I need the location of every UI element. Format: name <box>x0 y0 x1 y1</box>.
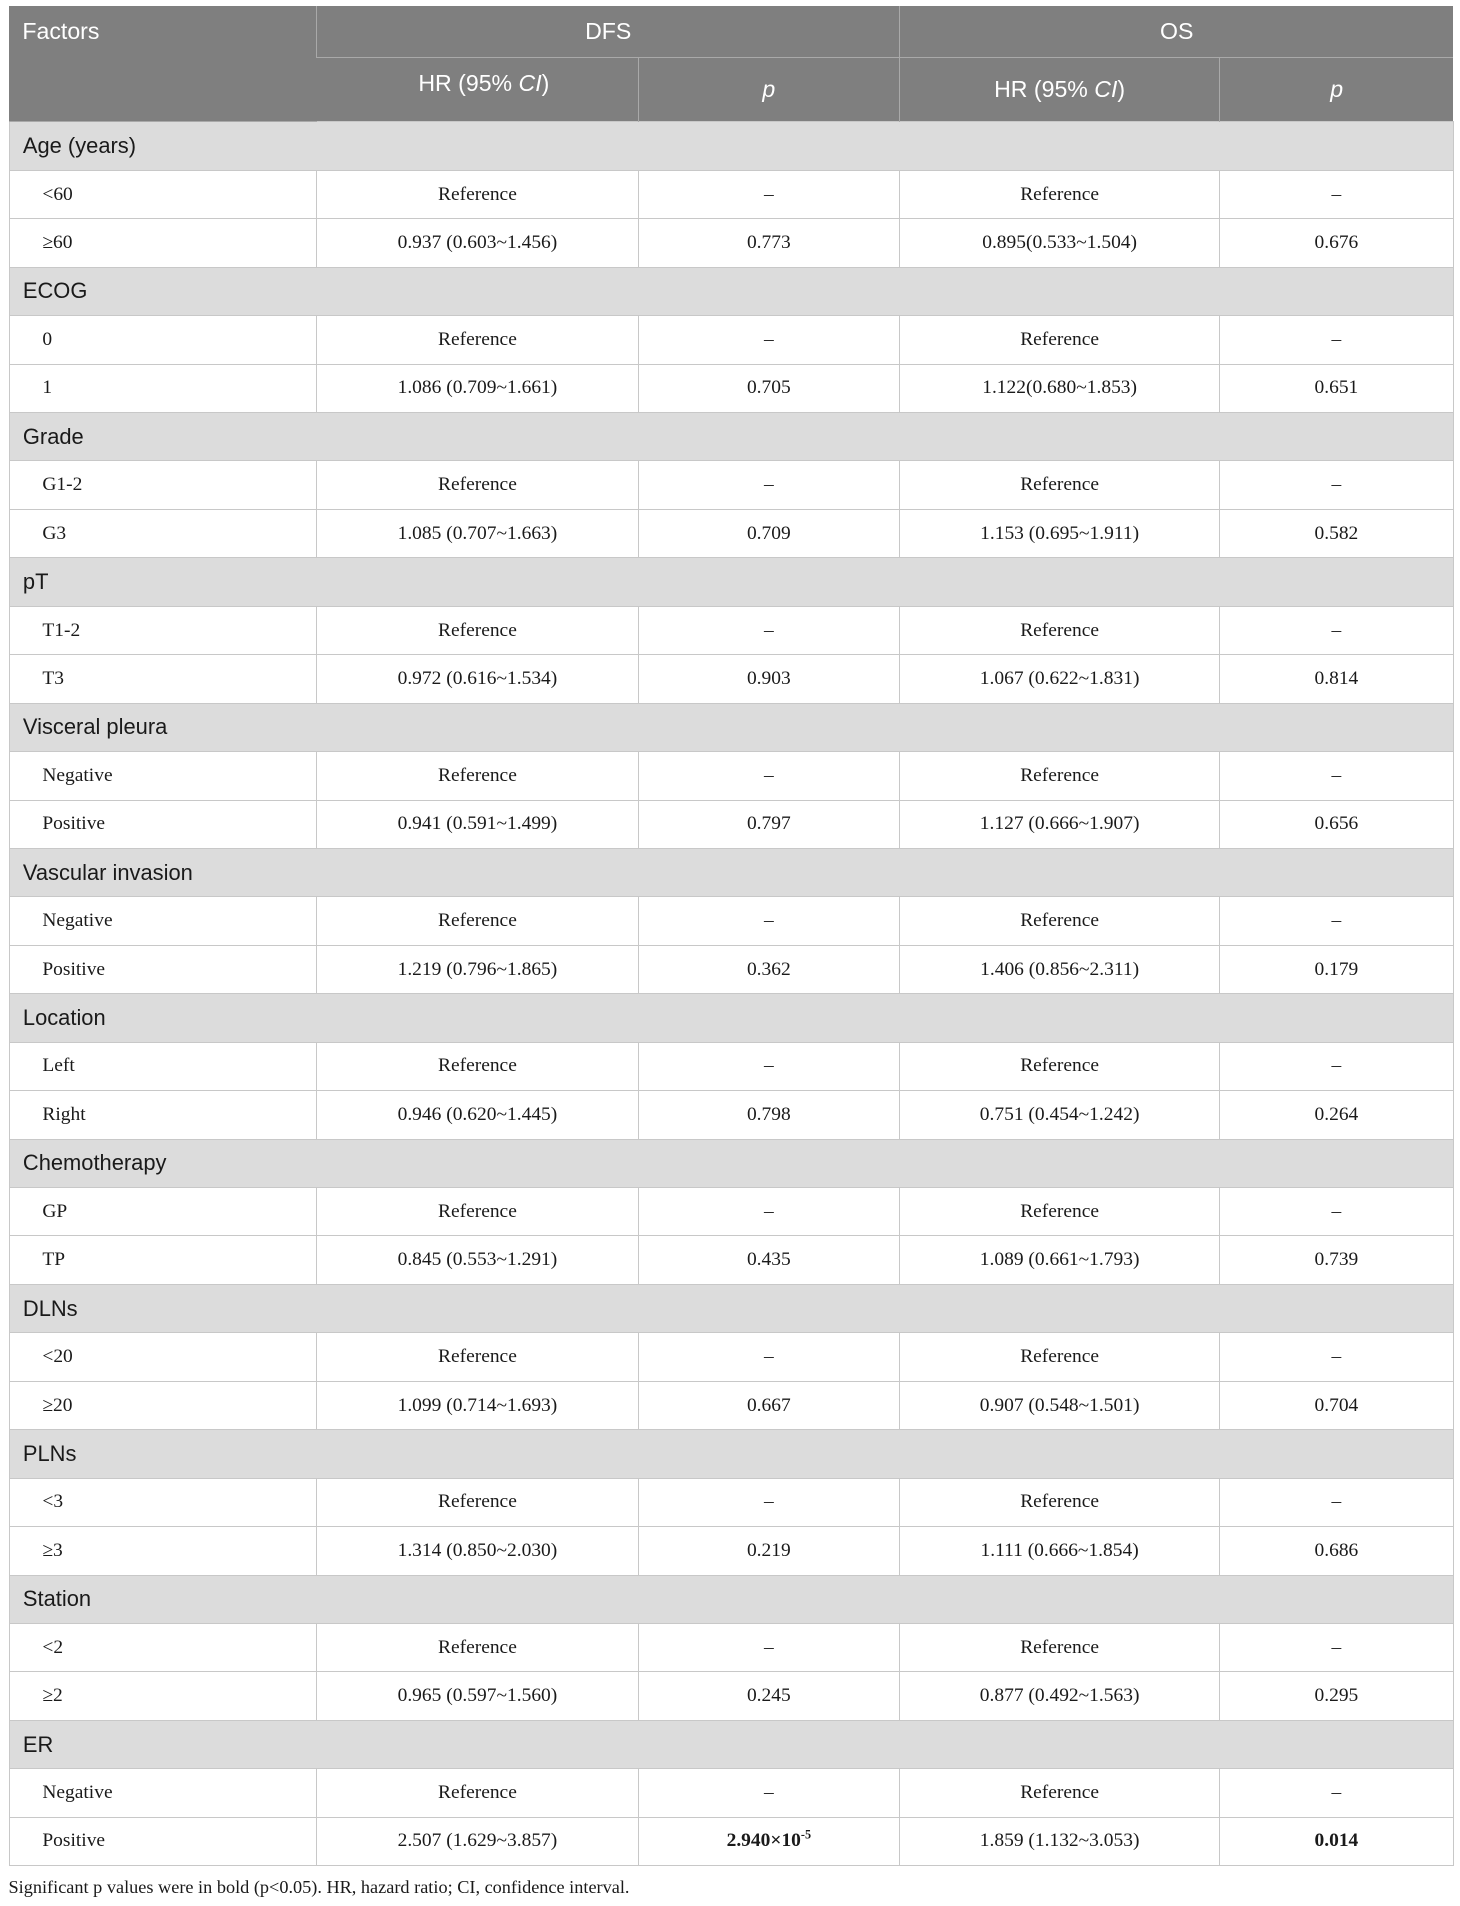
row-label: ≥2 <box>9 1672 317 1720</box>
dfs-hr-cell: Reference <box>317 752 638 800</box>
dfs-p-cell: – <box>638 752 900 800</box>
row-label: G3 <box>9 509 317 557</box>
dfs-hr-cell: Reference <box>317 606 638 654</box>
table-row <box>9 1623 1453 1671</box>
dfs-hr-cell: 0.941 (0.591~1.499) <box>317 800 638 848</box>
row-label: ≥20 <box>9 1381 317 1429</box>
ci-italic: CI <box>518 70 542 97</box>
table-row <box>9 800 1453 848</box>
dfs-p-cell: – <box>638 461 900 509</box>
row-label: 1 <box>9 364 317 412</box>
table-row <box>9 945 1453 993</box>
table-row <box>9 509 1453 557</box>
table-row <box>9 1236 1453 1284</box>
dfs-hr-cell: 0.965 (0.597~1.560) <box>317 1672 638 1720</box>
dfs-p-cell: – <box>638 1188 900 1236</box>
table-row <box>9 752 1453 800</box>
os-hr-cell: 1.111 (0.666~1.854) <box>900 1527 1220 1575</box>
dfs-hr-cell: 1.314 (0.850~2.030) <box>317 1527 638 1575</box>
table-row <box>9 897 1453 945</box>
dfs-p-cell: – <box>638 1769 900 1817</box>
dfs-p-cell: – <box>638 897 900 945</box>
os-p-cell: 0.686 <box>1220 1527 1454 1575</box>
table-row <box>9 461 1453 509</box>
dfs-p-cell: 0.773 <box>638 219 900 267</box>
os-p-cell: – <box>1220 1333 1454 1381</box>
os-p-cell: 0.295 <box>1220 1672 1454 1720</box>
ci-italic: CI <box>1094 76 1118 103</box>
os-hr-cell: Reference <box>900 1769 1220 1817</box>
hr-suffix: ) <box>1117 76 1126 103</box>
dfs-hr-cell: 1.219 (0.796~1.865) <box>317 945 638 993</box>
group-row <box>9 1430 1453 1478</box>
os-p-cell: 0.704 <box>1220 1381 1454 1429</box>
group-row <box>9 267 1453 315</box>
os-hr-cell: 1.406 (0.856~2.311) <box>900 945 1220 993</box>
table-row <box>9 1769 1453 1817</box>
os-hr-cell: 1.067 (0.622~1.831) <box>900 655 1220 703</box>
row-label: <60 <box>9 170 317 218</box>
dfs-p-cell: 0.362 <box>638 945 900 993</box>
dfs-hr-cell: Reference <box>317 897 638 945</box>
table-row <box>9 1091 1453 1139</box>
os-p-cell: – <box>1220 897 1454 945</box>
table-body <box>9 122 1453 1866</box>
dfs-p-cell: – <box>638 1333 900 1381</box>
row-label: <2 <box>9 1623 317 1671</box>
header-os-hr <box>900 58 1220 122</box>
row-label: G1-2 <box>9 461 317 509</box>
header-dfs-hr <box>317 58 638 122</box>
os-hr-cell: 0.895(0.533~1.504) <box>900 219 1220 267</box>
table-row <box>9 364 1453 412</box>
table-row <box>9 1042 1453 1090</box>
row-label: Negative <box>9 897 317 945</box>
header-os-p <box>1220 58 1454 122</box>
row-label: 0 <box>9 316 317 364</box>
os-hr-cell: Reference <box>900 316 1220 364</box>
group-row <box>9 413 1453 461</box>
dfs-hr-cell: 2.507 (1.629~3.857) <box>317 1817 638 1865</box>
dfs-hr-cell: 0.946 (0.620~1.445) <box>317 1091 638 1139</box>
os-p-cell: – <box>1220 1042 1454 1090</box>
dfs-hr-cell: 1.099 (0.714~1.693) <box>317 1381 638 1429</box>
dfs-hr-cell: Reference <box>317 170 638 218</box>
table-row <box>9 1188 1453 1236</box>
dfs-hr-cell: Reference <box>317 316 638 364</box>
table-row <box>9 655 1453 703</box>
os-p-cell: 0.676 <box>1220 219 1454 267</box>
row-label: <20 <box>9 1333 317 1381</box>
group-title: Vascular invasion <box>9 848 1453 896</box>
row-label: Positive <box>9 800 317 848</box>
row-label: <3 <box>9 1478 317 1526</box>
dfs-p-cell: – <box>638 1623 900 1671</box>
dfs-p-cell: – <box>638 606 900 654</box>
table-row <box>9 1527 1453 1575</box>
os-p-cell: – <box>1220 606 1454 654</box>
row-label: T3 <box>9 655 317 703</box>
os-hr-cell: 1.127 (0.666~1.907) <box>900 800 1220 848</box>
dfs-hr-cell: 0.937 (0.603~1.456) <box>317 219 638 267</box>
group-row <box>9 848 1453 896</box>
hr-prefix: HR (95% <box>418 70 519 97</box>
table-row <box>9 606 1453 654</box>
os-hr-cell: 0.751 (0.454~1.242) <box>900 1091 1220 1139</box>
dfs-p-cell: 0.798 <box>638 1091 900 1139</box>
os-p-cell: – <box>1220 1478 1454 1526</box>
row-label: ≥60 <box>9 219 317 267</box>
os-hr-cell: 1.122(0.680~1.853) <box>900 364 1220 412</box>
dfs-hr-cell: Reference <box>317 1042 638 1090</box>
os-p-cell: 0.582 <box>1220 509 1454 557</box>
row-label: Positive <box>9 1817 317 1865</box>
os-p-cell: 0.656 <box>1220 800 1454 848</box>
os-p-cell: – <box>1220 752 1454 800</box>
group-row <box>9 703 1453 751</box>
dfs-p-cell: 0.245 <box>638 1672 900 1720</box>
dfs-hr-cell: 0.845 (0.553~1.291) <box>317 1236 638 1284</box>
group-row <box>9 1720 1453 1768</box>
table-row <box>9 1672 1453 1720</box>
row-label: Right <box>9 1091 317 1139</box>
dfs-hr-cell: 0.972 (0.616~1.534) <box>317 655 638 703</box>
p-value-base: 2.940×10 <box>726 1830 801 1852</box>
table-row <box>9 1478 1453 1526</box>
group-row <box>9 1284 1453 1332</box>
header-os: OS <box>900 6 1454 58</box>
dfs-hr-cell: Reference <box>317 1333 638 1381</box>
header-factors: Factors <box>9 6 317 122</box>
hr-suffix: ) <box>541 70 550 97</box>
os-hr-cell: 1.153 (0.695~1.911) <box>900 509 1220 557</box>
os-hr-cell: Reference <box>900 752 1220 800</box>
table-row <box>9 316 1453 364</box>
group-row <box>9 558 1453 606</box>
os-hr-cell: 0.907 (0.548~1.501) <box>900 1381 1220 1429</box>
os-hr-cell: Reference <box>900 170 1220 218</box>
os-hr-cell: Reference <box>900 1188 1220 1236</box>
group-row <box>9 122 1453 170</box>
dfs-p-cell: 0.709 <box>638 509 900 557</box>
dfs-p-cell: – <box>638 170 900 218</box>
table-row <box>9 219 1453 267</box>
dfs-p-cell: 0.219 <box>638 1527 900 1575</box>
os-p-cell: 0.179 <box>1220 945 1454 993</box>
os-hr-cell: 1.089 (0.661~1.793) <box>900 1236 1220 1284</box>
os-hr-cell: 1.859 (1.132~3.053) <box>900 1817 1220 1865</box>
row-label: ≥3 <box>9 1527 317 1575</box>
table-header <box>9 6 1453 122</box>
group-title: ECOG <box>9 267 1453 315</box>
row-label: Positive <box>9 945 317 993</box>
row-label: TP <box>9 1236 317 1284</box>
table-row <box>9 1817 1453 1865</box>
os-hr-cell: Reference <box>900 606 1220 654</box>
group-title: DLNs <box>9 1284 1453 1332</box>
dfs-p-cell: 0.435 <box>638 1236 900 1284</box>
os-p-cell: – <box>1220 1188 1454 1236</box>
p-italic: p <box>762 76 776 103</box>
row-label: T1-2 <box>9 606 317 654</box>
group-title: Age (years) <box>9 122 1453 170</box>
group-row <box>9 1139 1453 1187</box>
dfs-p-cell: 0.797 <box>638 800 900 848</box>
dfs-hr-cell: Reference <box>317 1769 638 1817</box>
dfs-hr-cell: Reference <box>317 1188 638 1236</box>
os-hr-cell: 0.877 (0.492~1.563) <box>900 1672 1220 1720</box>
group-row <box>9 994 1453 1042</box>
row-label: Negative <box>9 752 317 800</box>
os-hr-cell: Reference <box>900 897 1220 945</box>
header-dfs: DFS <box>317 6 900 58</box>
group-title: Visceral pleura <box>9 703 1453 751</box>
header-dfs-p <box>638 58 900 122</box>
group-title: ER <box>9 1720 1453 1768</box>
os-p-cell: – <box>1220 1769 1454 1817</box>
hr-prefix: HR (95% <box>994 76 1095 103</box>
table-row <box>9 170 1453 218</box>
os-p-cell: 0.014 <box>1220 1817 1454 1865</box>
dfs-p-cell: 0.667 <box>638 1381 900 1429</box>
dfs-hr-cell: Reference <box>317 1623 638 1671</box>
os-p-cell: – <box>1220 1623 1454 1671</box>
dfs-p-cell: 0.705 <box>638 364 900 412</box>
group-title: Grade <box>9 413 1453 461</box>
dfs-p-cell: – <box>638 1478 900 1526</box>
os-p-cell: – <box>1220 316 1454 364</box>
p-value-exponent: -5 <box>800 1828 812 1843</box>
group-row <box>9 1575 1453 1623</box>
dfs-hr-cell: 1.086 (0.709~1.661) <box>317 364 638 412</box>
os-hr-cell: Reference <box>900 1478 1220 1526</box>
cox-regression-table <box>9 6 1454 1866</box>
os-hr-cell: Reference <box>900 461 1220 509</box>
row-label: Left <box>9 1042 317 1090</box>
row-label: GP <box>9 1188 317 1236</box>
row-label: Negative <box>9 1769 317 1817</box>
group-title: Station <box>9 1575 1453 1623</box>
os-hr-cell: Reference <box>900 1623 1220 1671</box>
group-title: pT <box>9 558 1453 606</box>
dfs-hr-cell: 1.085 (0.707~1.663) <box>317 509 638 557</box>
dfs-p-cell: – <box>638 1042 900 1090</box>
dfs-hr-cell: Reference <box>317 461 638 509</box>
table-row <box>9 1381 1453 1429</box>
dfs-p-cell <box>638 1817 900 1865</box>
table-footnote: Significant p values were in bold (p<0.05). HR, hazard ratio; CI, confidence interval. <box>8 1877 630 1898</box>
os-hr-cell: Reference <box>900 1042 1220 1090</box>
dfs-p-cell: 0.903 <box>638 655 900 703</box>
os-p-cell: 0.814 <box>1220 655 1454 703</box>
os-p-cell: 0.739 <box>1220 1236 1454 1284</box>
os-p-cell: – <box>1220 461 1454 509</box>
os-p-cell: 0.651 <box>1220 364 1454 412</box>
table-row <box>9 1333 1453 1381</box>
os-p-cell: – <box>1220 170 1454 218</box>
os-p-cell: 0.264 <box>1220 1091 1454 1139</box>
group-title: Chemotherapy <box>9 1139 1453 1187</box>
group-title: Location <box>9 994 1453 1042</box>
os-hr-cell: Reference <box>900 1333 1220 1381</box>
group-title: PLNs <box>9 1430 1453 1478</box>
dfs-p-cell: – <box>638 316 900 364</box>
dfs-hr-cell: Reference <box>317 1478 638 1526</box>
p-italic: p <box>1330 76 1344 103</box>
